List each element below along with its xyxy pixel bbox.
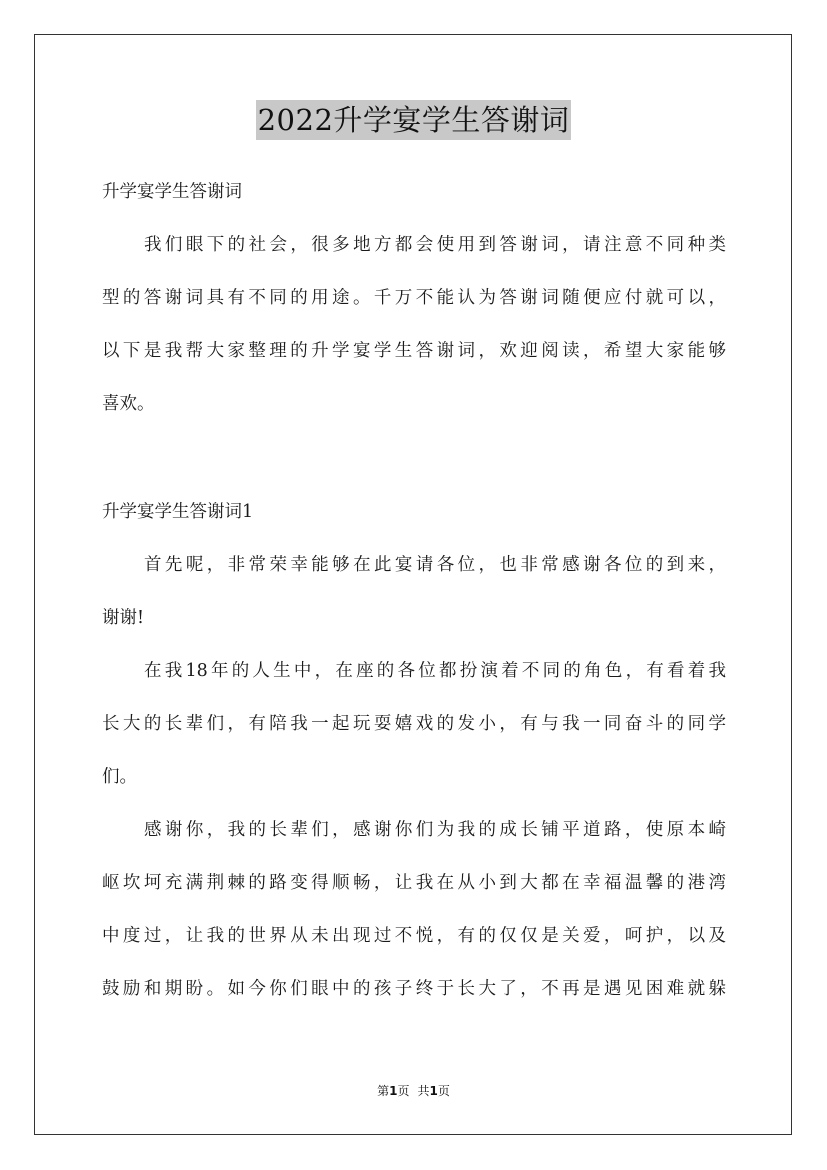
page-suffix: 页 (397, 1084, 410, 1098)
section-heading: 升学宴学生答谢词1 (102, 502, 254, 522)
title-container (0, 100, 827, 140)
paragraph-line: 谢谢! (102, 608, 145, 628)
paragraph-line: 岖坎坷充满荆棘的路变得顺畅，让我在从小到大都在幸福温馨的港湾 (102, 873, 726, 893)
paragraph-line: 们。 (102, 767, 137, 787)
paragraph-line: 首先呢，非常荣幸能够在此宴请各位，也非常感谢各位的到来， (144, 555, 726, 575)
page-prefix: 第 (377, 1084, 390, 1098)
document-title: 2022升学宴学生答谢词 (256, 100, 572, 140)
paragraph-line: 鼓励和期盼。如今你们眼中的孩子终于长大了，不再是遇见困难就躲 (102, 979, 726, 999)
paragraph-line: 中度过，让我的世界从未出现过不悦，有的仅仅是关爱，呵护，以及 (102, 926, 726, 946)
subtitle: 升学宴学生答谢词 (102, 182, 242, 202)
intro-line: 以下是我帮大家整理的升学宴学生答谢词，欢迎阅读，希望大家能够 (102, 341, 726, 361)
paragraph-line: 长大的长辈们，有陪我一起玩耍嬉戏的发小，有与我一同奋斗的同学 (102, 714, 726, 734)
intro-line: 喜欢。 (102, 394, 155, 414)
page-number: 1 (389, 1084, 398, 1098)
paragraph-line: 感谢你，我的长辈们，感谢你们为我的成长铺平道路，使原本崎 (144, 820, 726, 840)
intro-line: 我们眼下的社会，很多地方都会使用到答谢词，请注意不同种类 (144, 235, 726, 255)
total-pages: 1 (429, 1084, 438, 1098)
document-body (102, 166, 726, 1016)
paragraph-line: 在我18年的人生中，在座的各位都扮演着不同的角色，有看着我 (144, 661, 726, 681)
total-prefix: 共 (417, 1084, 430, 1098)
intro-line: 型的答谢词具有不同的用途。千万不能认为答谢词随便应付就可以， (102, 288, 726, 308)
paragraph-gap (102, 431, 726, 486)
total-suffix: 页 (437, 1084, 450, 1098)
page-footer (0, 1082, 827, 1099)
